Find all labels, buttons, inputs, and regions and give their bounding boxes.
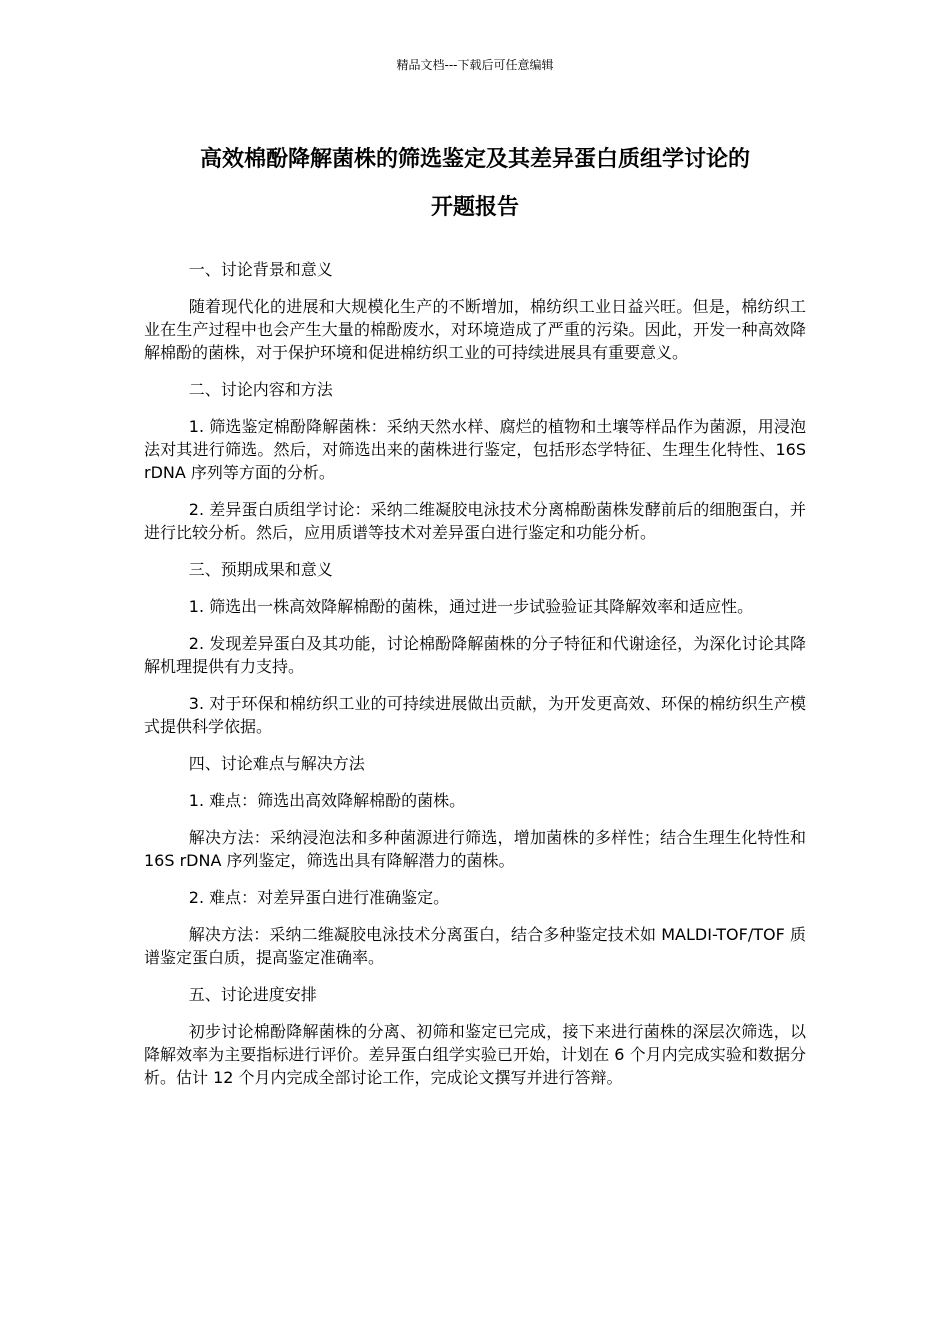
paragraph-method-2: 2. 差异蛋白质组学讨论：采纳二维凝胶电泳技术分离棉酚菌株发酵前后的细胞蛋白，并进行比较分析。然后，应用质谱等技术对差异蛋白进行鉴定和功能分析。 — [144, 500, 806, 542]
paragraph-difficulty-2: 2. 难点：对差异蛋白进行准确鉴定。 — [188, 888, 450, 907]
paragraph-solution-2: 解决方法：采纳二维凝胶电泳技术分离蛋白，结合多种鉴定技术如 MALDI-TOF/TOF 质谱鉴定蛋白质，提高鉴定准确率。 — [144, 925, 806, 967]
section-heading-background: 一、讨论背景和意义 — [188, 260, 333, 279]
section-heading-difficulties: 四、讨论难点与解决方法 — [188, 754, 365, 773]
title-line-2: 开题报告 — [430, 195, 519, 220]
paragraph-method-1: 1. 筛选鉴定棉酚降解菌株：采纳天然水样、腐烂的植物和土壤等样品作为菌源，用浸泡法对其进行筛选。然后，对筛选出来的菌株进行鉴定，包括形态学特征、生理生化特性、16S rDNA 序列等方面的分析。 — [144, 417, 806, 482]
document-title — [130, 136, 820, 232]
title-line-1: 高效棉酚降解菌株的筛选鉴定及其差异蛋白质组学讨论的 — [199, 147, 750, 172]
paragraph-result-2: 2. 发现差异蛋白及其功能，讨论棉酚降解菌株的分子特征和代谢途径，为深化讨论其降解机理提供有力支持。 — [144, 634, 806, 676]
paragraph-difficulty-1: 1. 难点：筛选出高效降解棉酚的菌株。 — [188, 791, 466, 810]
paragraph-solution-1: 解决方法：采纳浸泡法和多种菌源进行筛选，增加菌株的多样性；结合生理生化特性和 16S rDNA 序列鉴定，筛选出具有降解潜力的菌株。 — [144, 828, 806, 870]
document-body — [144, 258, 806, 1103]
section-heading-expected-results: 三、预期成果和意义 — [188, 560, 333, 579]
section-heading-content-methods: 二、讨论内容和方法 — [188, 380, 333, 399]
paragraph-result-3: 3. 对于环保和棉纺织工业的可持续进展做出贡献，为开发更高效、环保的棉纺织生产模式提供科学依据。 — [144, 694, 806, 736]
paragraph-background: 随着现代化的进展和大规模化生产的不断增加，棉纺织工业日益兴旺。但是，棉纺织工业在生产过程中也会产生大量的棉酚废水，对环境造成了严重的污染。因此，开发一种高效降解棉酚的菌株，对于保护环境和促进棉纺织工业的可持续进展具有重要意义。 — [144, 297, 806, 362]
page-header-watermark: 精品文档---下载后可任意编辑 — [396, 58, 554, 72]
paragraph-result-1: 1. 筛选出一株高效降解棉酚的菌株，通过进一步试验验证其降解效率和适应性。 — [188, 597, 754, 616]
paragraph-schedule: 初步讨论棉酚降解菌株的分离、初筛和鉴定已完成，接下来进行菌株的深层次筛选，以降解效率为主要指标进行评价。差异蛋白组学实验已开始，计划在 6 个月内完成实验和数据分析。估计 12 个月内完成全部讨论工作，完成论文撰写并进行答辩。 — [144, 1022, 806, 1087]
section-heading-schedule: 五、讨论进度安排 — [188, 985, 317, 1004]
